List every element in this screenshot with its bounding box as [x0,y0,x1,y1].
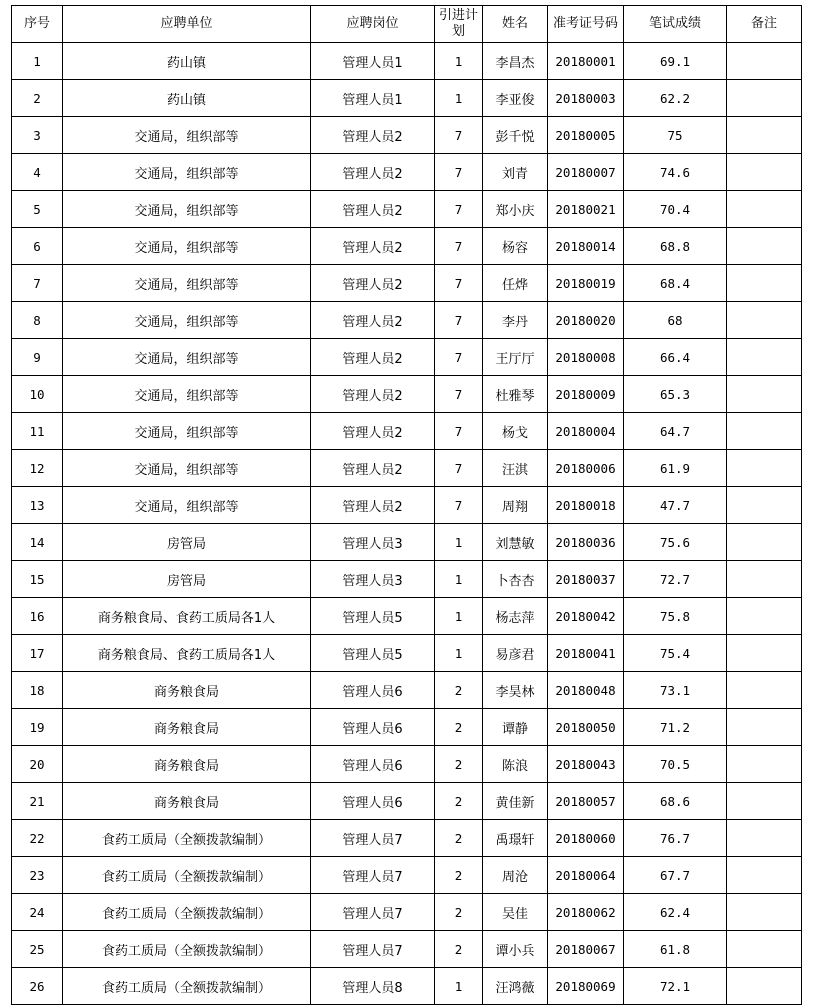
cell-name: 吴佳 [483,894,548,931]
cell-unit: 交通局，组织部等 [63,154,311,191]
table-row [12,302,802,339]
cell-exam-id: 20180060 [548,820,624,857]
cell-plan: 2 [435,709,483,746]
cell-seq: 20 [12,746,63,783]
table-row [12,117,802,154]
cell-position: 管理人员6 [311,783,435,820]
cell-plan: 7 [435,265,483,302]
table-row [12,894,802,931]
cell-plan: 7 [435,450,483,487]
cell-position: 管理人员7 [311,820,435,857]
cell-plan: 2 [435,672,483,709]
cell-plan: 7 [435,228,483,265]
cell-exam-id: 20180006 [548,450,624,487]
cell-unit: 交通局，组织部等 [63,117,311,154]
cell-name: 刘慧敏 [483,524,548,561]
cell-plan: 7 [435,339,483,376]
cell-plan: 2 [435,894,483,931]
cell-seq: 1 [12,43,63,80]
cell-unit: 交通局，组织部等 [63,191,311,228]
cell-remark [727,302,802,339]
cell-position: 管理人员3 [311,524,435,561]
cell-exam-id: 20180003 [548,80,624,117]
cell-name: 易彦君 [483,635,548,672]
cell-plan: 7 [435,302,483,339]
cell-unit: 商务粮食局 [63,746,311,783]
header-exam-id: 准考证号码 [548,6,624,43]
cell-exam-id: 20180041 [548,635,624,672]
table-row [12,450,802,487]
header-unit: 应聘单位 [63,6,311,43]
cell-exam-id: 20180050 [548,709,624,746]
cell-position: 管理人员2 [311,117,435,154]
cell-seq: 18 [12,672,63,709]
cell-seq: 21 [12,783,63,820]
header-seq: 序号 [12,6,63,43]
cell-seq: 6 [12,228,63,265]
cell-remark [727,931,802,968]
cell-position: 管理人员6 [311,746,435,783]
cell-exam-id: 20180057 [548,783,624,820]
cell-score: 68 [624,302,727,339]
cell-position: 管理人员2 [311,339,435,376]
cell-unit: 食药工质局（全额拨款编制） [63,968,311,1005]
cell-position: 管理人员2 [311,376,435,413]
header-position: 应聘岗位 [311,6,435,43]
cell-unit: 交通局，组织部等 [63,487,311,524]
table-row [12,672,802,709]
cell-name: 谭小兵 [483,931,548,968]
cell-exam-id: 20180048 [548,672,624,709]
table-row [12,561,802,598]
score-table [11,5,802,1005]
cell-remark [727,672,802,709]
table-row [12,968,802,1005]
header-remark: 备注 [727,6,802,43]
table-row [12,80,802,117]
cell-score: 47.7 [624,487,727,524]
cell-score: 75 [624,117,727,154]
cell-score: 75.6 [624,524,727,561]
cell-score: 64.7 [624,413,727,450]
cell-position: 管理人员3 [311,561,435,598]
cell-score: 69.1 [624,43,727,80]
cell-unit: 交通局，组织部等 [63,450,311,487]
cell-position: 管理人员8 [311,968,435,1005]
cell-name: 汪鸿薇 [483,968,548,1005]
cell-remark [727,339,802,376]
cell-position: 管理人员1 [311,43,435,80]
cell-seq: 14 [12,524,63,561]
cell-seq: 5 [12,191,63,228]
cell-exam-id: 20180014 [548,228,624,265]
cell-score: 65.3 [624,376,727,413]
cell-remark [727,598,802,635]
cell-remark [727,968,802,1005]
cell-position: 管理人员2 [311,228,435,265]
cell-seq: 19 [12,709,63,746]
cell-score: 72.1 [624,968,727,1005]
table-row [12,783,802,820]
cell-seq: 3 [12,117,63,154]
cell-exam-id: 20180004 [548,413,624,450]
cell-position: 管理人员2 [311,191,435,228]
cell-position: 管理人员2 [311,487,435,524]
cell-plan: 1 [435,43,483,80]
cell-exam-id: 20180019 [548,265,624,302]
cell-plan: 7 [435,154,483,191]
cell-unit: 交通局，组织部等 [63,265,311,302]
cell-remark [727,228,802,265]
cell-score: 68.8 [624,228,727,265]
cell-exam-id: 20180009 [548,376,624,413]
cell-score: 61.9 [624,450,727,487]
table-row [12,265,802,302]
cell-name: 李亚俊 [483,80,548,117]
cell-unit: 商务粮食局 [63,672,311,709]
table-row [12,709,802,746]
cell-score: 62.4 [624,894,727,931]
cell-unit: 商务粮食局、食药工质局各1人 [63,598,311,635]
table-row [12,154,802,191]
cell-name: 周翔 [483,487,548,524]
cell-seq: 16 [12,598,63,635]
table-row [12,635,802,672]
cell-plan: 2 [435,857,483,894]
cell-seq: 15 [12,561,63,598]
table-row [12,228,802,265]
cell-unit: 商务粮食局 [63,783,311,820]
cell-position: 管理人员5 [311,635,435,672]
cell-remark [727,265,802,302]
cell-seq: 9 [12,339,63,376]
cell-seq: 8 [12,302,63,339]
cell-exam-id: 20180008 [548,339,624,376]
cell-remark [727,635,802,672]
cell-unit: 交通局，组织部等 [63,228,311,265]
cell-unit: 交通局，组织部等 [63,376,311,413]
cell-exam-id: 20180062 [548,894,624,931]
cell-remark [727,709,802,746]
cell-score: 70.5 [624,746,727,783]
cell-position: 管理人员2 [311,265,435,302]
cell-position: 管理人员5 [311,598,435,635]
cell-score: 70.4 [624,191,727,228]
cell-name: 李昊林 [483,672,548,709]
cell-position: 管理人员6 [311,709,435,746]
cell-score: 73.1 [624,672,727,709]
cell-plan: 2 [435,746,483,783]
cell-seq: 26 [12,968,63,1005]
cell-remark [727,746,802,783]
cell-score: 72.7 [624,561,727,598]
cell-name: 李昌杰 [483,43,548,80]
cell-plan: 7 [435,191,483,228]
cell-exam-id: 20180018 [548,487,624,524]
cell-plan: 7 [435,413,483,450]
cell-score: 75.8 [624,598,727,635]
cell-remark [727,191,802,228]
cell-seq: 10 [12,376,63,413]
cell-score: 61.8 [624,931,727,968]
cell-unit: 商务粮食局 [63,709,311,746]
cell-unit: 药山镇 [63,43,311,80]
cell-seq: 17 [12,635,63,672]
cell-seq: 22 [12,820,63,857]
cell-name: 陈浪 [483,746,548,783]
cell-plan: 1 [435,524,483,561]
table-row [12,857,802,894]
cell-exam-id: 20180001 [548,43,624,80]
cell-exam-id: 20180007 [548,154,624,191]
cell-exam-id: 20180005 [548,117,624,154]
cell-unit: 房管局 [63,524,311,561]
cell-remark [727,783,802,820]
cell-score: 68.4 [624,265,727,302]
cell-score: 71.2 [624,709,727,746]
cell-remark [727,154,802,191]
cell-name: 谭静 [483,709,548,746]
cell-exam-id: 20180043 [548,746,624,783]
cell-exam-id: 20180064 [548,857,624,894]
cell-remark [727,561,802,598]
table-row [12,598,802,635]
cell-remark [727,524,802,561]
table-row [12,931,802,968]
cell-exam-id: 20180042 [548,598,624,635]
cell-seq: 11 [12,413,63,450]
cell-seq: 4 [12,154,63,191]
cell-name: 彭千悦 [483,117,548,154]
cell-score: 74.6 [624,154,727,191]
cell-exam-id: 20180020 [548,302,624,339]
cell-score: 66.4 [624,339,727,376]
cell-name: 杨戈 [483,413,548,450]
cell-plan: 2 [435,820,483,857]
cell-position: 管理人员6 [311,672,435,709]
header-plan: 引进计划 [435,6,483,43]
table-row [12,746,802,783]
cell-name: 周沧 [483,857,548,894]
table-row [12,376,802,413]
cell-name: 李丹 [483,302,548,339]
table-row [12,413,802,450]
cell-remark [727,894,802,931]
cell-position: 管理人员2 [311,413,435,450]
cell-remark [727,487,802,524]
cell-unit: 交通局，组织部等 [63,339,311,376]
table-row [12,43,802,80]
table-row [12,191,802,228]
table-row [12,487,802,524]
cell-seq: 12 [12,450,63,487]
cell-name: 黄佳新 [483,783,548,820]
cell-unit: 商务粮食局、食药工质局各1人 [63,635,311,672]
cell-remark [727,820,802,857]
cell-name: 卜杏杏 [483,561,548,598]
cell-remark [727,376,802,413]
cell-plan: 2 [435,931,483,968]
cell-plan: 1 [435,561,483,598]
cell-unit: 食药工质局（全额拨款编制） [63,931,311,968]
cell-name: 汪淇 [483,450,548,487]
cell-position: 管理人员2 [311,302,435,339]
cell-unit: 食药工质局（全额拨款编制） [63,857,311,894]
cell-unit: 食药工质局（全额拨款编制） [63,820,311,857]
cell-position: 管理人员2 [311,450,435,487]
cell-seq: 13 [12,487,63,524]
table-row [12,524,802,561]
cell-position: 管理人员7 [311,857,435,894]
cell-seq: 23 [12,857,63,894]
cell-name: 杨容 [483,228,548,265]
cell-seq: 25 [12,931,63,968]
cell-plan: 7 [435,117,483,154]
cell-name: 任烨 [483,265,548,302]
cell-exam-id: 20180037 [548,561,624,598]
cell-exam-id: 20180021 [548,191,624,228]
cell-plan: 1 [435,598,483,635]
cell-name: 刘青 [483,154,548,191]
cell-unit: 食药工质局（全额拨款编制） [63,894,311,931]
header-name: 姓名 [483,6,548,43]
cell-remark [727,450,802,487]
cell-plan: 2 [435,783,483,820]
cell-plan: 7 [435,487,483,524]
cell-unit: 交通局，组织部等 [63,413,311,450]
cell-remark [727,80,802,117]
header-row [12,6,802,43]
cell-remark [727,413,802,450]
cell-seq: 7 [12,265,63,302]
cell-name: 禹璟轩 [483,820,548,857]
cell-plan: 7 [435,376,483,413]
cell-remark [727,117,802,154]
cell-plan: 1 [435,968,483,1005]
cell-score: 76.7 [624,820,727,857]
cell-score: 67.7 [624,857,727,894]
cell-name: 王厅厅 [483,339,548,376]
cell-position: 管理人员2 [311,154,435,191]
cell-position: 管理人员7 [311,894,435,931]
cell-exam-id: 20180069 [548,968,624,1005]
header-score: 笔试成绩 [624,6,727,43]
cell-unit: 房管局 [63,561,311,598]
cell-position: 管理人员1 [311,80,435,117]
cell-name: 郑小庆 [483,191,548,228]
cell-remark [727,43,802,80]
cell-exam-id: 20180067 [548,931,624,968]
cell-seq: 2 [12,80,63,117]
cell-score: 62.2 [624,80,727,117]
table-row [12,820,802,857]
table-row [12,339,802,376]
cell-name: 杜雅琴 [483,376,548,413]
cell-score: 68.6 [624,783,727,820]
cell-name: 杨志萍 [483,598,548,635]
cell-position: 管理人员7 [311,931,435,968]
cell-plan: 1 [435,635,483,672]
cell-score: 75.4 [624,635,727,672]
cell-plan: 1 [435,80,483,117]
cell-exam-id: 20180036 [548,524,624,561]
cell-unit: 药山镇 [63,80,311,117]
cell-seq: 24 [12,894,63,931]
cell-unit: 交通局，组织部等 [63,302,311,339]
cell-remark [727,857,802,894]
